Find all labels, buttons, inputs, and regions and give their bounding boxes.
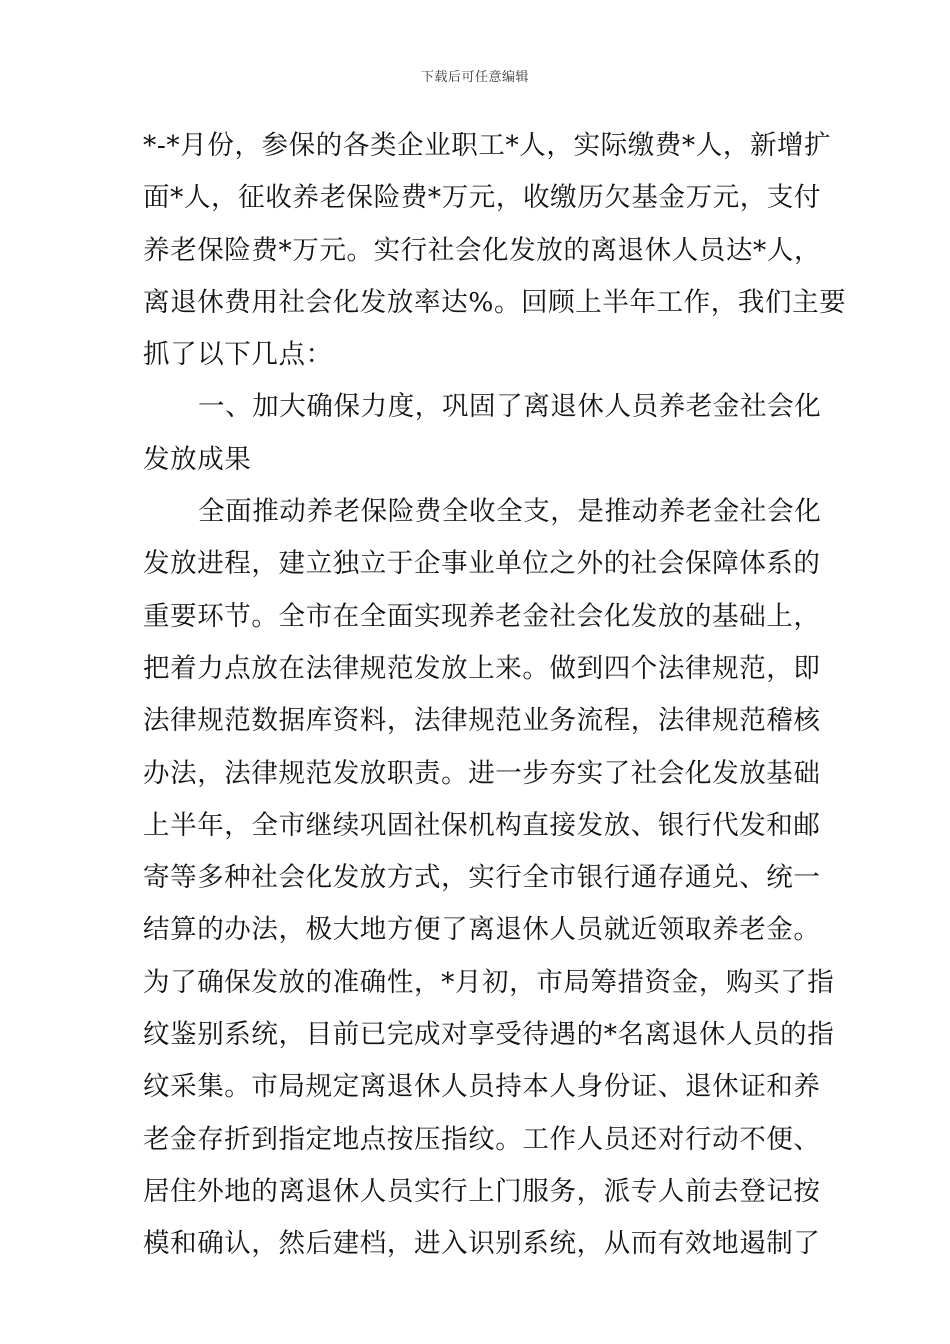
section-heading-line: 一、加大确保力度，巩固了离退休人员养老金社会化 — [198, 391, 822, 423]
text-line: 老金存折到指定地点按压指纹。工作人员还对行动不便、 — [143, 1123, 821, 1155]
text-line: 居住外地的离退休人员实行上门服务，派专人前去登记按 — [143, 1175, 821, 1207]
text-line: 重要环节。全市在全面实现养老金社会化发放的基础上， — [143, 600, 821, 632]
text-line: 养老保险费*万元。实行社会化发放的离退休人员达*人， — [143, 234, 822, 266]
section-heading-line: 发放成果 — [143, 443, 252, 475]
page-header-note: 下载后可任意编辑 — [420, 70, 529, 85]
text-line: 发放进程，建立独立于企事业单位之外的社会保障体系的 — [143, 548, 821, 580]
text-line: 模和确认，然后建档，进入识别系统，从而有效地遏制了 — [143, 1228, 821, 1260]
text-line: 离退休费用社会化发放率达%。回顾上半年工作，我们主要 — [143, 286, 847, 318]
text-line: 把着力点放在法律规范发放上来。做到四个法律规范，即 — [143, 652, 821, 684]
text-line: *-*月份，参保的各类企业职工*人，实际缴费*人，新增扩 — [143, 130, 832, 161]
text-line: 纹鉴别系统，目前已完成对享受待遇的*名离退休人员的指 — [143, 1019, 835, 1051]
text-line: 抓了以下几点： — [143, 339, 333, 371]
text-line: 法律规范数据库资料，法律规范业务流程，法律规范稽核 — [143, 705, 821, 737]
text-line: 上半年，全市继续巩固社保机构直接发放、银行代发和邮 — [143, 809, 821, 841]
text-line: 纹采集。市局规定离退休人员持本人身份证、退休证和养 — [143, 1071, 821, 1103]
text-line: 全面推动养老保险费全收全支，是推动养老金社会化 — [198, 496, 822, 528]
text-line: 为了确保发放的准确性，*月初，市局筹措资金，购买了指 — [143, 966, 835, 998]
text-line: 办法，法律规范发放职责。进一步夯实了社会化发放基础 — [143, 757, 821, 789]
text-line: 面*人，征收养老保险费*万元，收缴历欠基金万元，支付 — [143, 182, 822, 214]
text-line: 结算的办法，极大地方便了离退休人员就近领取养老金。 — [143, 914, 821, 946]
text-line: 寄等多种社会化发放方式，实行全市银行通存通兑、统一 — [143, 862, 821, 894]
document-body — [143, 120, 847, 1271]
